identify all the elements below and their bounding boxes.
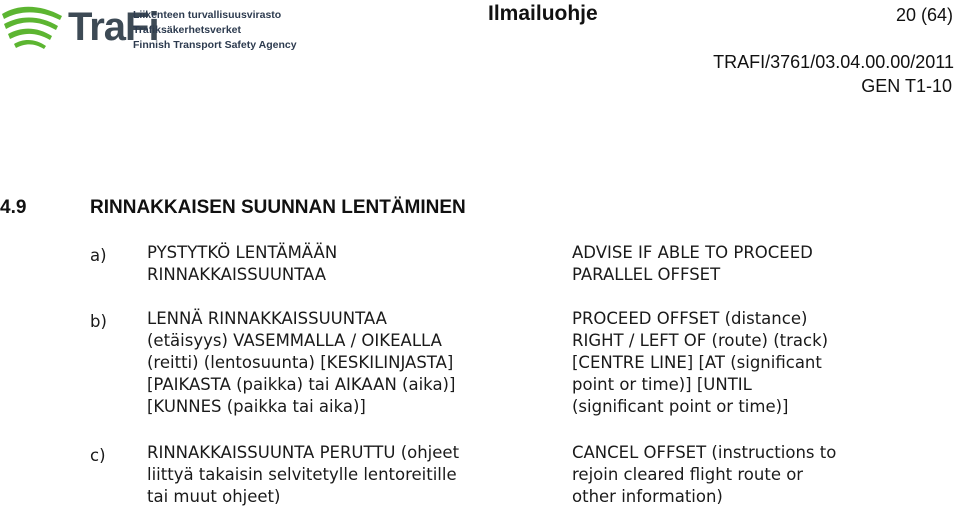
page-number: 20 (64) (895, 5, 953, 25)
item-b-finnish (147, 308, 455, 418)
gen-reference: GEN T1-10 (861, 76, 952, 96)
text-line: PARALLEL OFFSET (572, 265, 721, 284)
text-line: (reitti) (lentosuunta) [KESKILINJASTA] (147, 353, 454, 372)
text-line: (significant point or time)] (572, 397, 789, 416)
text-line: RIGHT / LEFT OF (route) (track) (572, 331, 829, 350)
text-line: RINNAKKAISSUUNTA PERUTTU (ohjeet (147, 443, 460, 462)
section-title: RINNAKKAISEN SUUNNAN LENTÄMINEN (90, 197, 466, 218)
text-line: other information) (572, 487, 723, 506)
text-line: [KUNNES (paikka tai aika)] (147, 397, 366, 416)
text-line: RINNAKKAISSUUNTAA (147, 265, 327, 284)
text-line: liittyä takaisin selvitetylle lentoreitille (147, 465, 457, 484)
logo-wordmark: TraFi (68, 5, 159, 49)
text-line: (etäisyys) VASEMMALLA / OIKEALLA (147, 331, 442, 350)
trafi-logo (0, 0, 300, 56)
text-line: PYSTYTKÖ LENTÄMÄÄN (147, 243, 338, 262)
section-number: 4.9 (0, 197, 27, 218)
text-line: LENNÄ RINNAKKAISSUUNTAA (147, 309, 387, 328)
item-a-english (572, 242, 813, 286)
item-c-english (572, 442, 836, 508)
item-label-a: a) (90, 246, 107, 265)
text-line: ADVISE IF ABLE TO PROCEED (572, 243, 813, 262)
agency-name-en: Finnish Transport Safety Agency (133, 39, 297, 51)
document-title: Ilmailuohje (488, 2, 598, 25)
text-line: tai muut ohjeet) (147, 487, 281, 506)
item-label-c: c) (90, 446, 106, 465)
item-b-english (572, 308, 828, 418)
agency-name-fi: Liikenteen turvallisuusvirasto (133, 9, 282, 21)
text-line: [PAIKASTA (paikka) tai AIKAAN (aika)] (147, 375, 456, 394)
item-c-finnish (147, 442, 459, 508)
text-line: [CENTRE LINE] [AT (significant (572, 353, 822, 372)
item-a-finnish (147, 242, 337, 286)
agency-name-sv: Trafiksäkerhetsverket (133, 24, 241, 36)
text-line: PROCEED OFFSET (distance) (572, 309, 808, 328)
text-line: rejoin cleared flight route or (572, 465, 804, 484)
item-label-b: b) (90, 312, 107, 331)
text-line: CANCEL OFFSET (instructions to (572, 443, 837, 462)
trafi-swoosh-icon (0, 0, 70, 56)
document-reference: TRAFI/3761/03.04.00.00/2011 (713, 52, 954, 72)
text-line: point or time)] [UNTIL (572, 375, 752, 394)
